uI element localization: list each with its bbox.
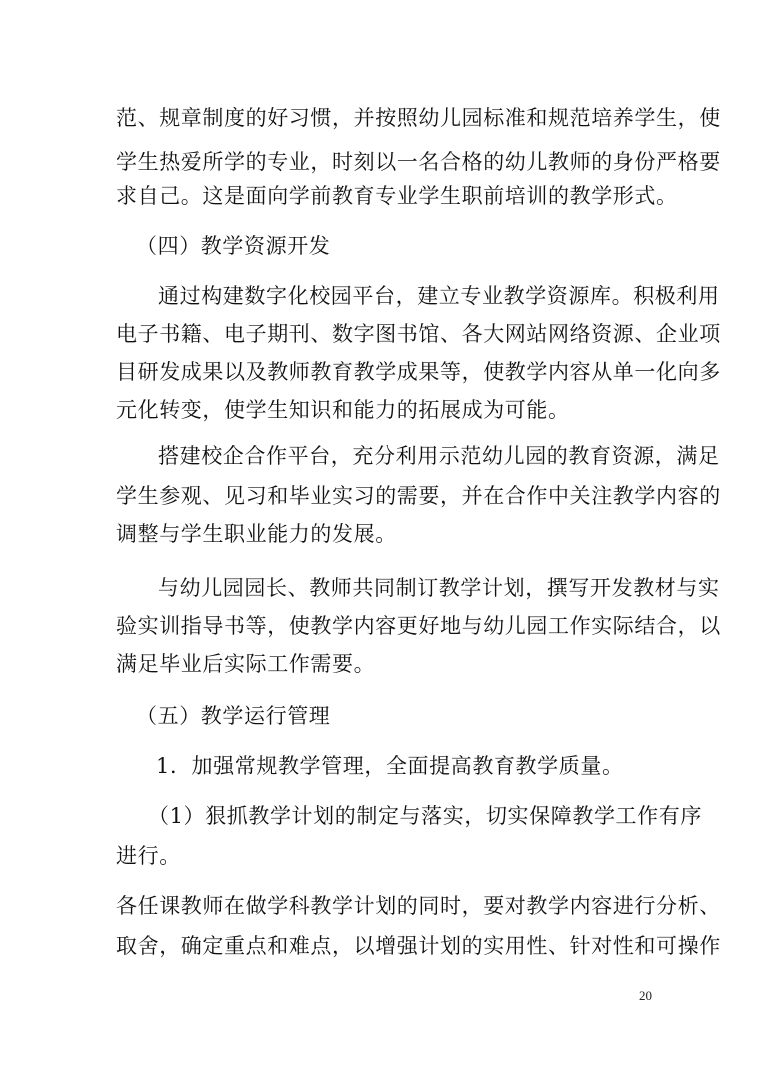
sub-item: （1）狠抓教学计划的制定与落实，切实保障教学工作有序	[148, 804, 702, 828]
text-line: 范、规章制度的好习惯，并按照幼儿园标准和规范培养学生，使	[116, 106, 721, 130]
text-line: 学生热爱所学的专业，时刻以一名合格的幼儿教师的身份严格要	[116, 150, 721, 174]
text-line: 调整与学生职业能力的发展。	[116, 522, 397, 546]
section-heading: （四）教学资源开发	[136, 234, 331, 258]
text-line: 与幼儿园园长、教师共同制订教学计划，撰写开发教材与实	[158, 576, 720, 600]
numbered-item: 1．加强常规教学管理，全面提高教育教学质量。	[156, 754, 624, 778]
text-line: 满足毕业后实际工作需要。	[116, 652, 376, 676]
section-heading: （五）教学运行管理	[136, 704, 331, 728]
text-line: 各任课教师在做学科教学计划的同时，要对教学内容进行分析、	[116, 894, 721, 918]
text-line: 元化转变，使学生知识和能力的拓展成为可能。	[116, 398, 570, 422]
text-line: 求自己。这是面向学前教育专业学生职前培训的教学形式。	[116, 184, 678, 208]
text-line: 目研发成果以及教师教育教学成果等，使教学内容从单一化向多	[116, 360, 721, 384]
text-line: 进行。	[116, 844, 181, 868]
text-line: 取舍，确定重点和难点，以增强计划的实用性、针对性和可操作	[116, 934, 721, 958]
text-line: 验实训指导书等，使教学内容更好地与幼儿园工作实际结合，以	[116, 614, 721, 638]
text-line: 搭建校企合作平台，充分利用示范幼儿园的教育资源，满足	[158, 444, 720, 468]
text-line: 电子书籍、电子期刊、数字图书馆、各大网站网络资源、企业项	[116, 322, 721, 346]
text-line: 通过构建数字化校园平台，建立专业教学资源库。积极利用	[158, 284, 720, 308]
text-line: 学生参观、见习和毕业实习的需要，并在合作中关注教学内容的	[116, 484, 721, 508]
page-number: 20	[639, 988, 652, 1003]
